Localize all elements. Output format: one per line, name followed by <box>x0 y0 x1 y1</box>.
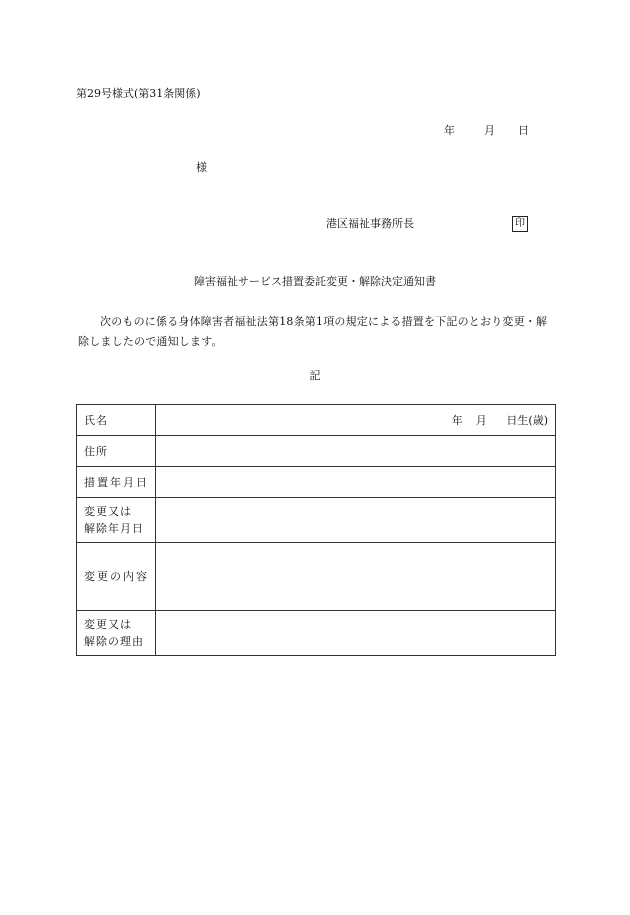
measure-date-label: 措置年月日 <box>77 467 156 498</box>
form-number: 第29号様式(第31条関係) <box>76 87 201 100</box>
table-row <box>77 467 556 498</box>
address-value <box>156 436 556 467</box>
table-row <box>77 436 556 467</box>
table-row <box>77 498 556 543</box>
reason-value <box>156 611 556 656</box>
reason-label-line2: 解除の理由 <box>84 635 144 648</box>
change-content-value <box>156 543 556 611</box>
date-year: 年 <box>444 124 455 137</box>
reason-label <box>77 611 156 656</box>
body-paragraph: 次のものに係る身体障害者福祉法第18条第1項の規定による措置を下記のとおり変更・解除しましたので通知します。 <box>78 315 548 348</box>
issuer-name: 港区福祉事務所長 <box>326 217 414 230</box>
document-title: 障害福祉サービス措置委託変更・解除決定通知書 <box>194 275 436 288</box>
seal-mark: 印 <box>512 216 528 232</box>
address-label: 住所 <box>77 436 156 467</box>
measure-date-value <box>156 467 556 498</box>
change-date-label-line1: 変更又は <box>84 505 132 518</box>
birth-month: 月 <box>475 414 487 427</box>
change-date-label <box>77 498 156 543</box>
change-date-label-line2: 解除年月日 <box>84 522 144 535</box>
date-line <box>444 125 529 136</box>
change-content-label: 変更の内容 <box>77 543 156 611</box>
notation-label: 記 <box>309 369 321 382</box>
addressee-honorific: 様 <box>196 161 207 174</box>
name-label: 氏名 <box>77 405 156 436</box>
date-month: 月 <box>484 124 495 137</box>
date-day: 日 <box>518 124 529 137</box>
reason-label-line1: 変更又は <box>84 618 132 631</box>
record-table <box>76 404 556 656</box>
birth-day: 日生( <box>506 414 533 427</box>
table-row <box>77 611 556 656</box>
change-date-value <box>156 498 556 543</box>
table-row <box>77 543 556 611</box>
age: 歳) <box>532 414 548 427</box>
birth-date-cell <box>156 405 556 436</box>
birth-year: 年 <box>451 414 463 427</box>
table-row <box>77 405 556 436</box>
